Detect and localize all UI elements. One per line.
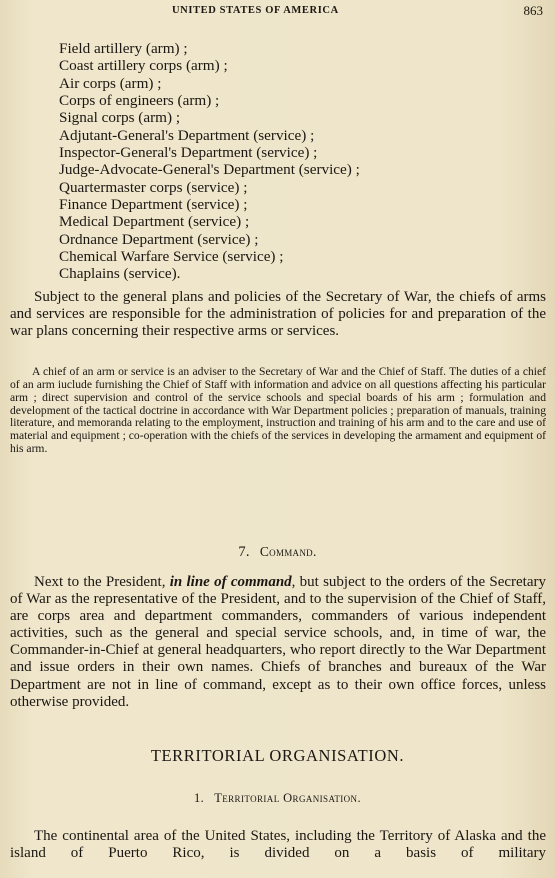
subsection-number: 1. xyxy=(194,791,205,805)
list-item: Adjutant-General's Department (service) ; xyxy=(59,126,315,144)
running-title: UNITED STATES OF AMERICA xyxy=(172,5,339,16)
list-item: Coast artillery corps (arm) ; xyxy=(59,57,228,75)
command-text-before: Next to the President, xyxy=(34,574,170,590)
list-item: Chemical Warfare Service (service) ; xyxy=(59,248,284,266)
list-item: Air corps (arm) ; xyxy=(59,74,162,92)
list-item: Finance Department (service) ; xyxy=(59,196,248,214)
page-number: 863 xyxy=(523,3,543,18)
command-text-after: , but subject to the orders of the Secretary of War as the representative of the President, and to the supervision of the Chief of Staff, are corps area and department commanders, commanders of various independent activities, such as the general and special service schools, and, in time of war, the Commander-in-Chief at general headquarters, who report directly to the War Department and issue orders in their own names. Chiefs of branches and bureaux of the War Department are not in line of command, except as to their own office forces, unless otherwise provided. xyxy=(10,574,546,710)
list-item: Inspector-General's Department (service) ; xyxy=(59,144,318,162)
running-head xyxy=(0,4,555,22)
command-emphasis: in line of command xyxy=(169,574,292,590)
list-item: Field artillery (arm) ; xyxy=(59,40,188,57)
command-section-title: Command. xyxy=(259,544,317,559)
arms-services-list xyxy=(59,40,360,283)
chief-duties-paragraph: A chief of an arm or service is an adviser to the Secretary of War and the Chief of Staff. The duties of a chief of an arm iuclude furnishing the Chief of Staff with information and advice on all questions affecting his particular arm ; direct supervision and control of the service schools and special boards of his arm ; formulation and development of the tactical doctrine in accordance with War Department policies ; preparation of manuals, training literature, and memoranda relating to the employment, instruction and training of his arm and to the care and use of material and equipment ; co-operation with the chiefs of the services in developing the armament and equipment of his arm. xyxy=(10,365,546,456)
list-item: Signal corps (arm) ; xyxy=(59,109,181,127)
territorial-section-title: TERRITORIAL ORGANISATION. xyxy=(150,746,405,765)
command-heading xyxy=(0,544,555,561)
territorial-opening-paragraph: The continental area of the United States, including the Territory of Alaska and the island of Puerto Rico, is divided on a basis of military xyxy=(10,828,546,861)
list-item: Corps of engineers (arm) ; xyxy=(59,92,220,110)
list-item: Ordnance Department (service) ; xyxy=(59,230,259,248)
command-paragraph xyxy=(10,574,546,711)
list-item: Chaplains (service). xyxy=(59,265,181,283)
subsection-title: Territorial Organisation. xyxy=(214,791,361,805)
command-section-number: 7. xyxy=(238,544,250,560)
list-item: Medical Department (service) ; xyxy=(59,213,250,231)
territorial-subsection-heading xyxy=(0,791,555,806)
list-item: Quartermaster corps (service) ; xyxy=(59,178,248,196)
chiefs-responsibility-paragraph: Subject to the general plans and policies of the Secretary of War, the chiefs of arms and services are responsible for the administration of policies for and preparation of the war plans concerning their respective arms or services. xyxy=(10,289,546,339)
list-item: Judge-Advocate-General's Department (service) ; xyxy=(59,161,360,179)
